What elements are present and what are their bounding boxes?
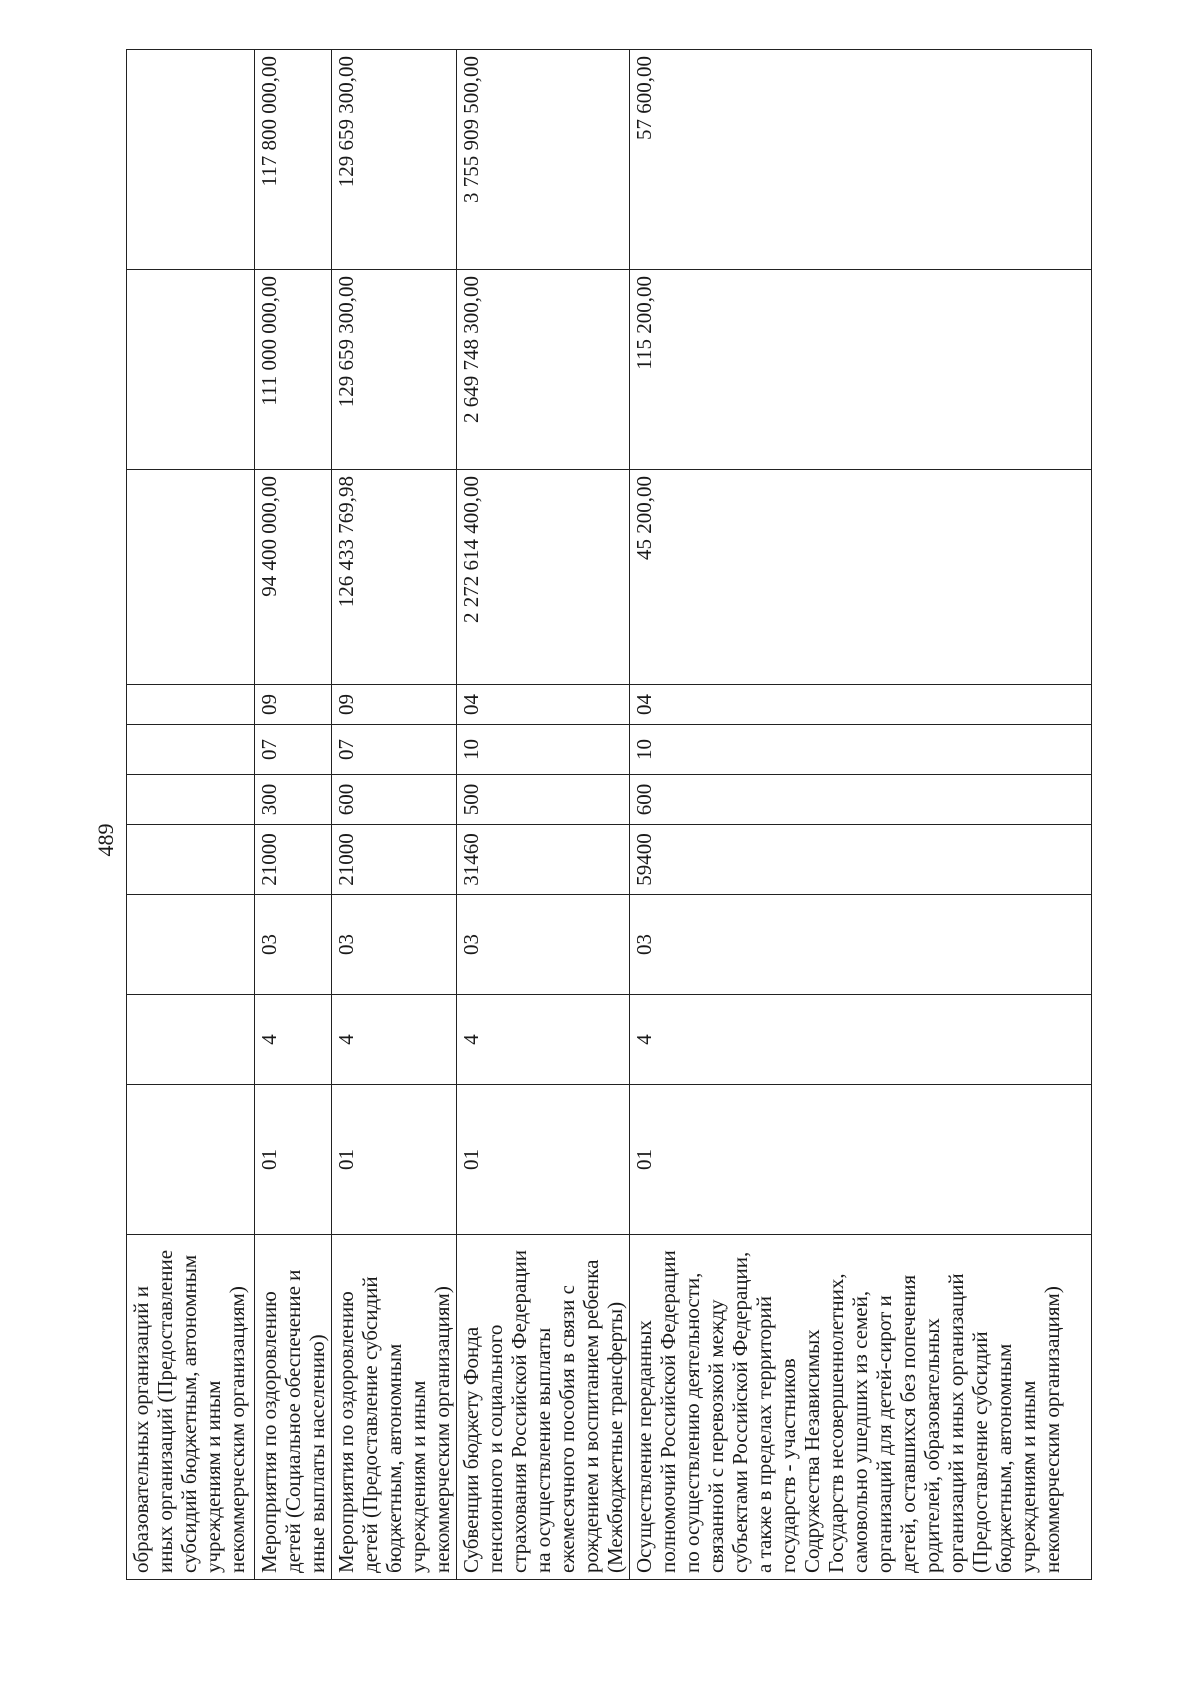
code-expense-type: 600	[332, 775, 457, 825]
amount-year-2: 115 200,00	[630, 270, 1092, 470]
code-expense-type: 600	[630, 775, 1092, 825]
amount-year-1: 94 400 000,00	[255, 470, 332, 685]
table-row	[127, 50, 255, 1580]
amount-year-2: 111 000 000,00	[255, 270, 332, 470]
code-subprogram: 03	[255, 895, 332, 995]
code-subprogram	[127, 895, 255, 995]
row-name: Мероприятия по оздоровлению детей (Предоставление субсидий бюджетным, автономным учреждениям и иным некоммерческим организациям)	[332, 1235, 457, 1580]
code-subprogram: 03	[630, 895, 1092, 995]
amount-year-3: 129 659 300,00	[332, 50, 457, 270]
table-row	[255, 50, 332, 1580]
code-type: 4	[457, 995, 630, 1085]
amount-year-2: 2 649 748 300,00	[457, 270, 630, 470]
table-rotation-wrapper	[126, 50, 1086, 1580]
table-row	[457, 50, 630, 1580]
code-type: 4	[630, 995, 1092, 1085]
code-type: 4	[332, 995, 457, 1085]
amount-year-1	[127, 470, 255, 685]
amount-year-1: 45 200,00	[630, 470, 1092, 685]
code-section: 07	[255, 725, 332, 775]
budget-table	[126, 49, 1092, 1580]
amount-year-3: 3 755 909 500,00	[457, 50, 630, 270]
code-direction	[127, 825, 255, 895]
amount-year-3	[127, 50, 255, 270]
row-name: Субвенции бюджету Фонда пенсионного и социального страхования Российской Федерации на осуществление выплаты ежемесячного пособия в связи с рождением и воспитанием ребенка (Межбюджетные трансферты)	[457, 1235, 630, 1580]
code-program: 01	[630, 1085, 1092, 1235]
code-section	[127, 725, 255, 775]
code-subsection: 09	[255, 685, 332, 725]
code-section: 10	[457, 725, 630, 775]
row-name: образовательных организаций и иных организаций (Предоставление субсидий бюджетным, автономным учреждениям и иным некоммерческим организациям)	[127, 1235, 255, 1580]
code-program: 01	[255, 1085, 332, 1235]
code-expense-type	[127, 775, 255, 825]
amount-year-3: 57 600,00	[630, 50, 1092, 270]
code-type: 4	[255, 995, 332, 1085]
amount-year-2: 129 659 300,00	[332, 270, 457, 470]
row-name: Мероприятия по оздоровлению детей (Социальное обеспечение и иные выплаты населению)	[255, 1235, 332, 1580]
code-expense-type: 300	[255, 775, 332, 825]
code-subsection: 04	[630, 685, 1092, 725]
code-program: 01	[332, 1085, 457, 1235]
amount-year-1: 2 272 614 400,00	[457, 470, 630, 685]
page-number: 489	[93, 823, 118, 857]
row-name: Осуществление переданных полномочий Российской Федерации по осуществлению деятельности, связанной с перевозкой между субъектами Российской Федерации, а также в пределах территорий государств - участников Содружества Независимых Государств несовершеннолетних, самовольно ушедших из семей, организаций для детей-сирот и детей, оставшихся без попечения родителей, образовательных организаций и иных организаций (Предоставление субсидий бюджетным, автономным учреждениям и иным некоммерческим организациям)	[630, 1235, 1092, 1580]
code-section: 10	[630, 725, 1092, 775]
code-direction: 59400	[630, 825, 1092, 895]
code-subprogram: 03	[332, 895, 457, 995]
code-expense-type: 500	[457, 775, 630, 825]
table-row	[332, 50, 457, 1580]
code-subsection: 09	[332, 685, 457, 725]
amount-year-2	[127, 270, 255, 470]
code-direction: 21000	[332, 825, 457, 895]
code-subprogram: 03	[457, 895, 630, 995]
code-program: 01	[457, 1085, 630, 1235]
code-subsection: 04	[457, 685, 630, 725]
code-direction: 31460	[457, 825, 630, 895]
amount-year-1: 126 433 769,98	[332, 470, 457, 685]
code-subsection	[127, 685, 255, 725]
code-program	[127, 1085, 255, 1235]
code-type	[127, 995, 255, 1085]
table-row	[630, 50, 1092, 1580]
code-section: 07	[332, 725, 457, 775]
code-direction: 21000	[255, 825, 332, 895]
amount-year-3: 117 800 000,00	[255, 50, 332, 270]
